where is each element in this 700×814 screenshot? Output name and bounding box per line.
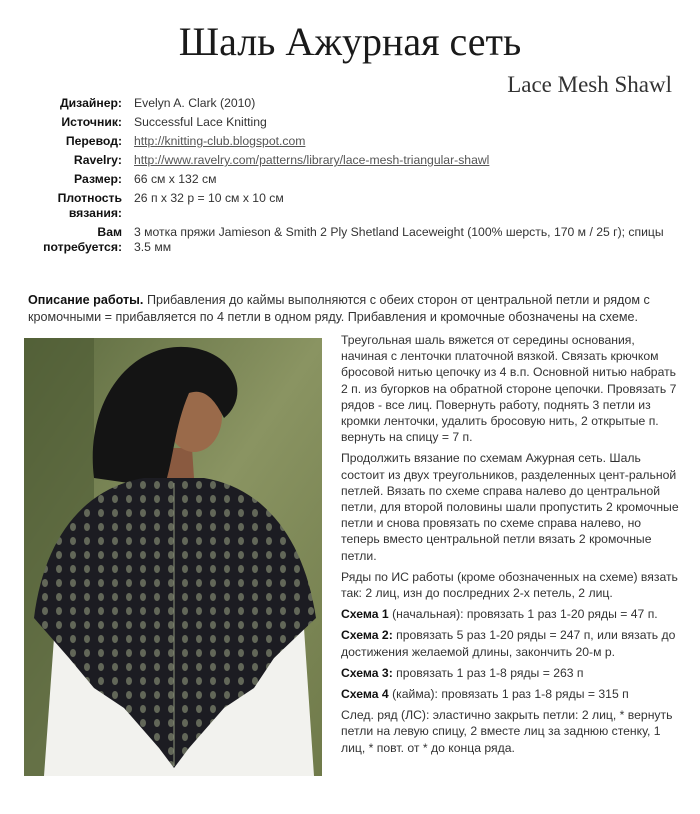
meta-row-ravelry [20, 153, 680, 168]
scheme-text: провязать 5 раз 1-20 ряды = 247 п, или вязать до достижения желаемой длины, закончить 20-м р. [341, 628, 676, 659]
work-description [28, 292, 673, 325]
meta-label: Источник: [61, 115, 122, 129]
meta-row-translation [20, 134, 680, 149]
page-subtitle: Lace Mesh Shawl [507, 72, 672, 97]
translation-link[interactable]: http://knitting-club.blogspot.com [134, 134, 306, 148]
meta-value: 3 мотка пряжи Jamieson & Smith 2 Ply Shetland Laceweight (100% шерсть, 170 м / 25 г); спицы 3.5 мм [134, 225, 664, 254]
paragraph: Ряды по ИС работы (кроме обозначенных на схеме) вязать так: 2 лиц, изн до послредних 2-х петель, 2 лиц. [341, 569, 678, 601]
scheme-2 [341, 627, 679, 659]
description-label: Описание работы. [28, 293, 144, 307]
meta-label: Вам потребуется: [43, 225, 122, 254]
meta-row-source [20, 115, 680, 130]
final-row: След. ряд (ЛС): эластично закрыть петли: 2 лиц, * вернуть петли на левую спицу, 2 вместе лиц за заднюю стенку, 1 лиц, * повт. от * до конца ряда. [341, 708, 673, 755]
page-title: Шаль Ажурная сеть [178, 19, 522, 64]
scheme-1 [341, 606, 679, 622]
description-text: Прибавления до каймы выполняются с обеих сторон от центральной петли и рядом с кромочными = прибавляется по 4 петли в одном ряду. Прибавления и кромочные обозначены на схеме. [28, 293, 650, 324]
scheme-label: Схема 4 [341, 687, 389, 702]
pattern-details [20, 96, 680, 259]
scheme-label: Схема 3: [341, 665, 393, 680]
scheme-text: (кайма): провязать 1 раз 1-8 ряды = 315 п [388, 687, 629, 702]
meta-row-size [20, 172, 680, 187]
scheme-label: Схема 2: [341, 628, 393, 643]
meta-row-designer [20, 96, 680, 111]
meta-label: Перевод: [65, 134, 122, 148]
meta-label: Ravelry: [73, 153, 122, 167]
instructions [341, 332, 679, 761]
meta-row-gauge [20, 191, 680, 221]
scheme-text: (начальная): провязать 1 раз 1-20 ряды = 47 п. [388, 607, 658, 622]
scheme-label: Схема 1 [341, 607, 389, 622]
meta-value: 26 п х 32 р = 10 см х 10 см [134, 191, 284, 205]
shawl-photo [24, 338, 322, 776]
meta-label: Дизайнер: [60, 96, 122, 110]
meta-label: Размер: [74, 172, 122, 186]
scheme-4 [341, 686, 679, 702]
paragraph: Треугольная шаль вяжется от середины основания, начиная с ленточки платочной вязкой. Связать крючком бросовой нитью цепочку из 4 в.п. Основной нитью набрать 2 п. из бугорков на обратной стороне цепочки. Провязать 7 рядов - все лиц. Повернуть работу, поднять 3 петли из кромки ленточки, удалить бросовую нить, 2 открытые п. вернуть на спицу = 7 п. [341, 333, 677, 445]
meta-value: Evelyn A. Clark (2010) [134, 96, 256, 110]
meta-row-materials [20, 225, 680, 255]
scheme-text: провязать 1 раз 1-8 ряды = 263 п [392, 665, 584, 680]
meta-value: 66 см х 132 см [134, 172, 217, 186]
meta-value: Successful Lace Knitting [134, 115, 267, 129]
meta-label: Плотность вязания: [57, 191, 122, 220]
paragraph: Продолжить вязание по схемам Ажурная сеть. Шаль состоит из двух треугольников, разделенных цент-ральной петлей. Вязать по схеме справа налево до центральной петли, для второй половины шали пропустить 2 кромочные петли и снова провязать по схеме справа налево, но теперь вместо центральной петли вязать 2 кромочные петли. [341, 451, 679, 563]
ravelry-link[interactable]: http://www.ravelry.com/patterns/library/lace-mesh-triangular-shawl [134, 153, 490, 167]
scheme-3 [341, 665, 679, 681]
